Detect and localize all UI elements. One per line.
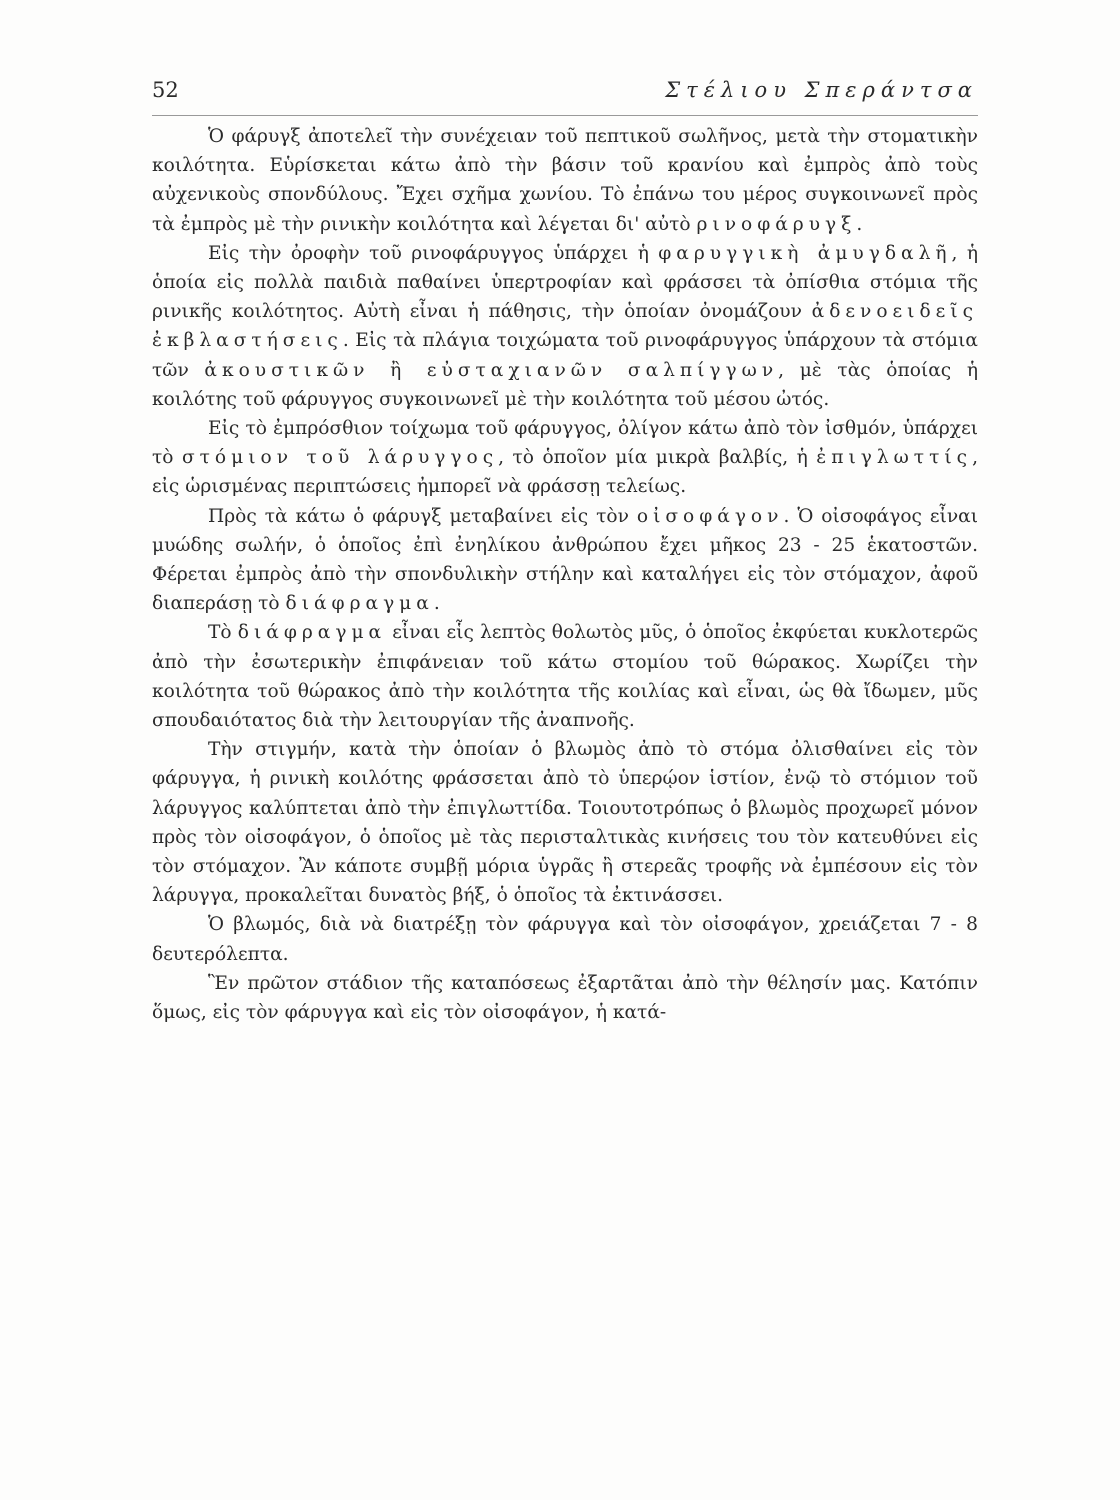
spaced-term: ἀδενοειδεῖς ἐκβλαστήσεις <box>152 301 978 352</box>
spaced-term: στόμιον τοῦ λάρυγγος <box>181 447 499 469</box>
paragraph: Ἓν πρῶτον στάδιον τῆς καταπόσεως ἐξαρτᾶται ἀπὸ τὴν θέλησίν μας. Κατόπιν ὅμως, εἰς τὸν φάρυγγα καὶ εἰς τὸν οἰσοφάγον, ἡ κατά- <box>152 972 978 1024</box>
paragraph: Τὴν στιγμήν, κατὰ τὴν ὁποίαν ὁ βλωμὸς ἀπὸ τὸ στόμα ὀλισθαίνει εἰς τὸν φάρυγγα, ἡ ρινικὴ κοιλότης φράσσεται ἀπὸ τὸ ὑπερῴον ἱστίον, ἐνῷ τὸ στόμιον τοῦ λάρυγγος καλύπτεται ἀπὸ τὴν ἐπιγλωττίδα. Τοιουτοτρόπως ὁ βλωμὸς προχωρεῖ μόνον πρὸς τὸν οἰσοφάγον, ὁ ὁποῖος μὲ τὰς περισταλτικὰς κινήσεις του τὸν κατευθύνει εἰς τὸν στόμαχον. Ἂν κάποτε συμβῇ μόρια ὑγρᾶς ἢ στερεᾶς τροφῆς νὰ ἐμπέσουν εἰς τὸν λάρυγγα, προκαλεῖται δυνατὸς βήξ, ὁ ὁποῖος τὰ ἐκτινάσσει. <box>152 739 978 907</box>
page-header <box>152 78 978 108</box>
spaced-term: ἐπιγλωττίς <box>816 447 973 469</box>
spaced-term: ἀκουστικῶν ἢ εὐσταχιανῶν σαλπίγγων <box>204 359 779 381</box>
running-head: Στέλιου Σπεράντσα <box>665 78 978 102</box>
page-number: 52 <box>152 78 179 102</box>
spaced-term: φαρυγγικὴ ἀμυγδαλῆ <box>658 242 952 264</box>
spaced-term: διάφραγμα <box>237 622 387 644</box>
spaced-term: διάφραγμα <box>285 593 434 615</box>
body-text <box>152 122 978 1027</box>
paragraph: Ὁ φάρυγξ ἀποτελεῖ τὴν συνέχειαν τοῦ πεπτικοῦ σωλῆνος, μετὰ τὴν στοματικὴν κοιλότητα. Εὑρίσκεται κάτω ἀπὸ τὴν βάσιν τοῦ κρανίου καὶ ἐμπρὸς ἀπὸ τοὺς αὐχενικοὺς σπονδύλους. Ἔχει σχῆμα χωνίου. Τὸ ἐπάνω του μέρος συγκοινωνεῖ πρὸς τὰ ἐμπρὸς μὲ τὴν ρινικὴν κοιλότητα καὶ λέγεται δι' αὐτὸ ρινοφάρυγξ. <box>152 126 978 235</box>
header-rule <box>152 115 978 116</box>
spaced-term: οἰσοφάγον <box>636 505 784 527</box>
paragraph: Πρὸς τὰ κάτω ὁ φάρυγξ μεταβαίνει εἰς τὸν οἰσοφάγον. Ὁ οἰσοφάγος εἶναι μυώδης σωλήν, ὁ ὁποῖος ἐπὶ ἐνηλίκου ἀνθρώπου ἔχει μῆκος 23 - 25 ἑκατοστῶν. Φέρεται ἐμπρὸς ἀπὸ τὴν σπονδυλικὴν στήλην καὶ καταλήγει εἰς τὸν στόμαχον, ἀφοῦ διαπεράσῃ τὸ διάφραγμα. <box>152 505 978 615</box>
paragraph: Τὸ διάφραγμα εἶναι εἷς λεπτὸς θολωτὸς μῦς, ὁ ὁποῖος ἐκφύεται κυκλοτερῶς ἀπὸ τὴν ἐσωτερικὴν ἐπιφάνειαν τοῦ κάτω στομίου τοῦ θώρακος. Χωρίζει τὴν κοιλότητα τοῦ θώρακος ἀπὸ τὴν κοιλότητα τῆς κοιλίας καὶ εἶναι, ὡς θὰ ἴδωμεν, μῦς σπουδαιότατος διὰ τὴν λειτουργίαν τῆς ἀναπνοῆς. <box>152 622 979 732</box>
spaced-term: ρινοφάρυγξ <box>696 213 857 235</box>
paragraph: Εἰς τὴν ὀροφὴν τοῦ ρινοφάρυγγος ὑπάρχει ἡ φαρυγγικὴ ἀμυγδαλῆ, ἡ ὁποία εἰς πολλὰ παιδιὰ παθαίνει ὑπερτροφίαν καὶ φράσσει τὰ ὀπίσθια στόμια τῆς ρινικῆς κοιλότητος. Αὐτὴ εἶναι ἡ πάθησις, τὴν ὁποίαν ὀνομάζουν ἀδενοειδεῖς ἐκβλαστήσεις. Εἰς τὰ πλάγια τοιχώματα τοῦ ρινοφάρυγγος ὑπάρχουν τὰ στόμια τῶν ἀκουστικῶν ἢ εὐσταχιανῶν σαλπίγγων, μὲ τὰς ὁποίας ἡ κοιλότης τοῦ φάρυγγος συγκοινωνεῖ μὲ τὴν κοιλότητα τοῦ μέσου ὠτός. <box>152 242 978 410</box>
paragraph: Ὁ βλωμός, διὰ νὰ διατρέξῃ τὸν φάρυγγα καὶ τὸν οἰσοφάγον, χρειάζεται 7 - 8 δευτερόλεπτα. <box>152 914 978 965</box>
paragraph: Εἰς τὸ ἐμπρόσθιον τοίχωμα τοῦ φάρυγγος, ὀλίγον κάτω ἀπὸ τὸν ἰσθμόν, ὑπάρχει τὸ στόμιον τοῦ λάρυγγος, τὸ ὁποῖον μία μικρὰ βαλβίς, ἡ ἐπιγλωττίς, εἰς ὡρισμένας περιπτώσεις ἠμπορεῖ νὰ φράσσῃ τελείως. <box>152 418 978 498</box>
